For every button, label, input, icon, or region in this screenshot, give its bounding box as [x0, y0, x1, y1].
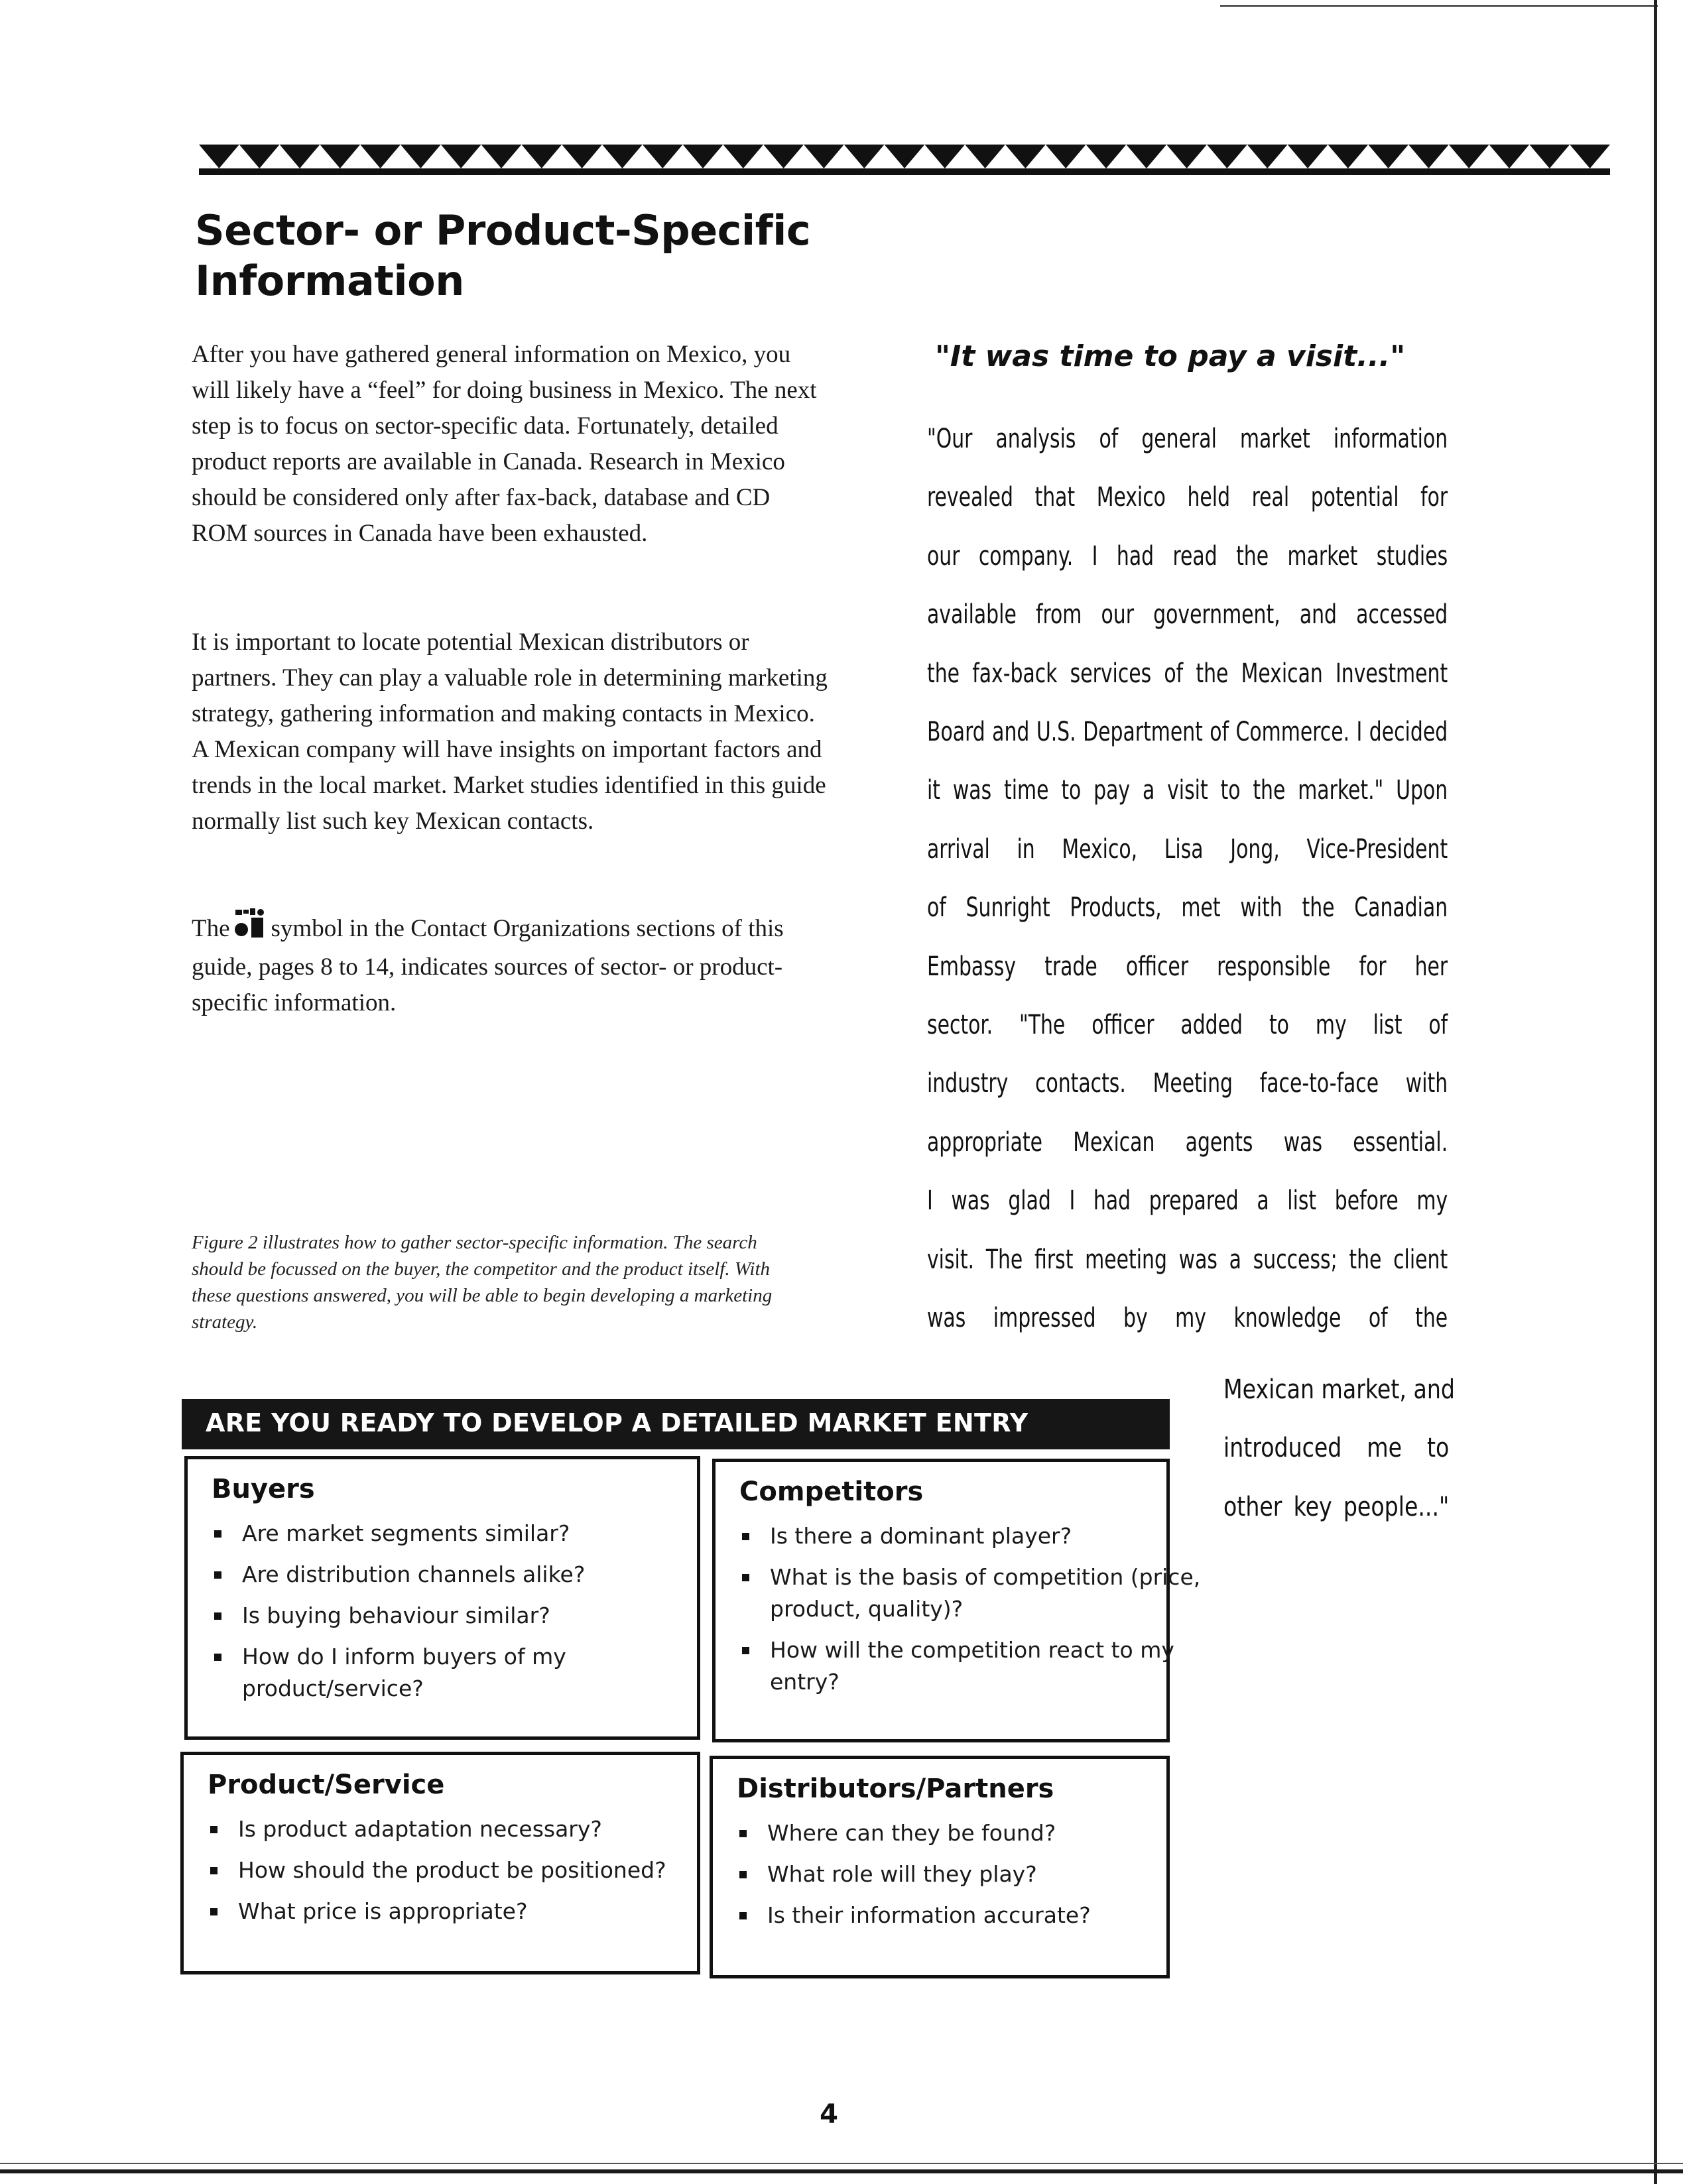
banner-triangle	[844, 145, 885, 168]
quote-line: the fax-back services of the Mexican Investment	[927, 658, 1448, 689]
quote-line: was impressed by my knowledge of the	[927, 1303, 1448, 1333]
competitors-title: Competitors	[739, 1477, 924, 1507]
list-item: How do I inform buyers of my product/service?	[212, 1641, 676, 1705]
banner-triangle	[924, 145, 965, 168]
banner-triangle	[1005, 145, 1046, 168]
triangle-banner-icon	[199, 145, 1610, 175]
quote-line: I was glad I had prepared a list before my	[927, 1185, 1448, 1217]
quote-line: arrival in Mexico, Lisa Jong, Vice-President	[927, 833, 1448, 865]
competitors-box	[712, 1459, 1201, 1742]
quote-line: "Our analysis of general market information	[927, 424, 1448, 454]
banner-triangle	[1086, 145, 1127, 168]
banner-triangle	[602, 145, 643, 168]
quote-line: Embassy trade officer responsible for her	[927, 951, 1448, 982]
quote-line: revealed that Mexico held real potential for	[927, 482, 1448, 513]
quote-line: Board and U.S. Department of Commerce. I decided	[927, 717, 1448, 747]
page-title-line-1: Sector- or Product-Specific	[195, 206, 811, 255]
list-item: Is buying behaviour similar?	[212, 1600, 676, 1632]
banner-triangle	[1126, 145, 1166, 168]
banner-triangle	[763, 145, 804, 168]
page-title	[195, 206, 924, 306]
paragraph-distributors: It is important to locate potential Mexican distributors or partners. They can play a valuable role in determining marketing strategy, gathering information and making contacts in Mexico. A Mexican company will have insights on important factors and trends in the local market. Market studies identified in this guide normally list such key Mexican contacts.	[192, 629, 828, 835]
page-edge-bottom-thin	[0, 2163, 1683, 2164]
distributors-box	[710, 1756, 1170, 1978]
quote-line: appropriate Mexican agents was essential.	[927, 1126, 1448, 1158]
list-item: Are market segments similar?	[212, 1518, 676, 1549]
page-edge-right	[1654, 0, 1657, 2184]
page-number: 4	[820, 2099, 838, 2130]
banner-triangle	[360, 145, 401, 168]
list-item: What role will they play?	[737, 1858, 1201, 1890]
quote-line: available from our government, and accessed	[927, 599, 1448, 631]
quote-line: other key people..."	[1223, 1491, 1450, 1522]
list-item: How should the product be positioned?	[208, 1854, 672, 1886]
banner-triangle	[1288, 145, 1328, 168]
list-item: What price is appropriate?	[208, 1896, 672, 1927]
quote-title: "It was time to pay a visit..."	[935, 339, 1406, 373]
banner-triangle	[1449, 145, 1489, 168]
product-title: Product/Service	[208, 1770, 445, 1800]
banner-triangle	[199, 145, 239, 168]
paragraph-symbol	[192, 908, 828, 1021]
list-item: Is there a dominant player?	[739, 1520, 1204, 1552]
quote-line: our company. I had read the market studies	[927, 540, 1448, 572]
distributors-list	[737, 1817, 1201, 1941]
banner-triangle	[1368, 145, 1408, 168]
banner-triangle	[320, 145, 360, 168]
banner-triangle	[1046, 145, 1086, 168]
banner-triangle	[1328, 145, 1368, 168]
banner-triangle	[683, 145, 723, 168]
sector-info-symbol-icon	[234, 908, 266, 949]
paragraph-general-info: After you have gathered general information on Mexico, you will likely have a “feel” for doing business in Mexico. The next step is to focus on sector-specific data. Fortunately, detailed product reports are available in Canada. Research in Mexico should be considered only after fax-back, database and CD ROM sources in Canada have been exhausted.	[192, 341, 817, 547]
banner-triangle	[723, 145, 763, 168]
list-item: How will the competition react to my entry?	[739, 1634, 1204, 1698]
banner-triangle	[1247, 145, 1288, 168]
quote-line: it was time to pay a visit to the market." Upon	[927, 775, 1448, 806]
banner-triangle	[481, 145, 522, 168]
list-item: Is their information accurate?	[737, 1900, 1201, 1931]
list-item: Is product adaptation necessary?	[208, 1813, 672, 1845]
banner-triangle	[239, 145, 280, 168]
paragraph-symbol-before: The	[192, 915, 230, 942]
buyers-title: Buyers	[212, 1474, 315, 1504]
banner-triangle	[441, 145, 481, 168]
banner-triangle	[643, 145, 683, 168]
figure-caption: Figure 2 illustrates how to gather sector-specific information. The search should be focussed on the buyer, the competitor and the product itself. With these questions answered, you will be able to begin developing a marketing strategy.	[192, 1232, 773, 1333]
banner-triangle	[401, 145, 441, 168]
banner-triangle	[1529, 145, 1570, 168]
banner-triangle	[1207, 145, 1247, 168]
banner-triangle	[562, 145, 602, 168]
banner-triangle	[1489, 145, 1530, 168]
quote-line: sector. "The officer added to my list of	[927, 1010, 1448, 1040]
banner-triangle	[885, 145, 925, 168]
page-title-line-2: Information	[195, 257, 464, 305]
quote-line: of Sunright Products, met with the Canadian	[927, 892, 1448, 924]
banner-triangle	[1570, 145, 1610, 168]
list-item: Are distribution channels alike?	[212, 1559, 676, 1591]
product-box	[180, 1752, 700, 1974]
banner-triangle	[521, 145, 562, 168]
quote-line: visit. The first meeting was a success; the client	[927, 1244, 1448, 1275]
banner-triangle	[804, 145, 844, 168]
list-item: What is the basis of competition (price, product, quality)?	[739, 1561, 1204, 1625]
quote-line: introduced me to	[1223, 1433, 1450, 1464]
buyers-box	[184, 1456, 700, 1740]
buyers-list	[212, 1518, 676, 1714]
product-list	[208, 1813, 672, 1937]
banner-triangle	[280, 145, 320, 168]
list-item: Where can they be found?	[737, 1817, 1201, 1849]
paragraph-symbol-after: symbol in the Contact Organizations sections of this guide, pages 8 to 14, indicates sources of sector- or product-specific information.	[192, 915, 784, 1016]
distributors-title: Distributors/Partners	[737, 1774, 1054, 1804]
quote-line: industry contacts. Meeting face-to-face with	[927, 1068, 1448, 1099]
competitors-list	[739, 1520, 1204, 1707]
banner-triangle	[1408, 145, 1449, 168]
banner-triangle	[1166, 145, 1207, 168]
page-edge-bottom	[0, 2169, 1683, 2173]
quote-line: Mexican market, and	[1223, 1374, 1455, 1405]
top-rule	[1220, 5, 1658, 7]
banner-triangle	[965, 145, 1005, 168]
figure-title: ARE YOU READY TO DEVELOP A DETAILED MARKET ENTRY	[206, 1408, 1028, 1437]
